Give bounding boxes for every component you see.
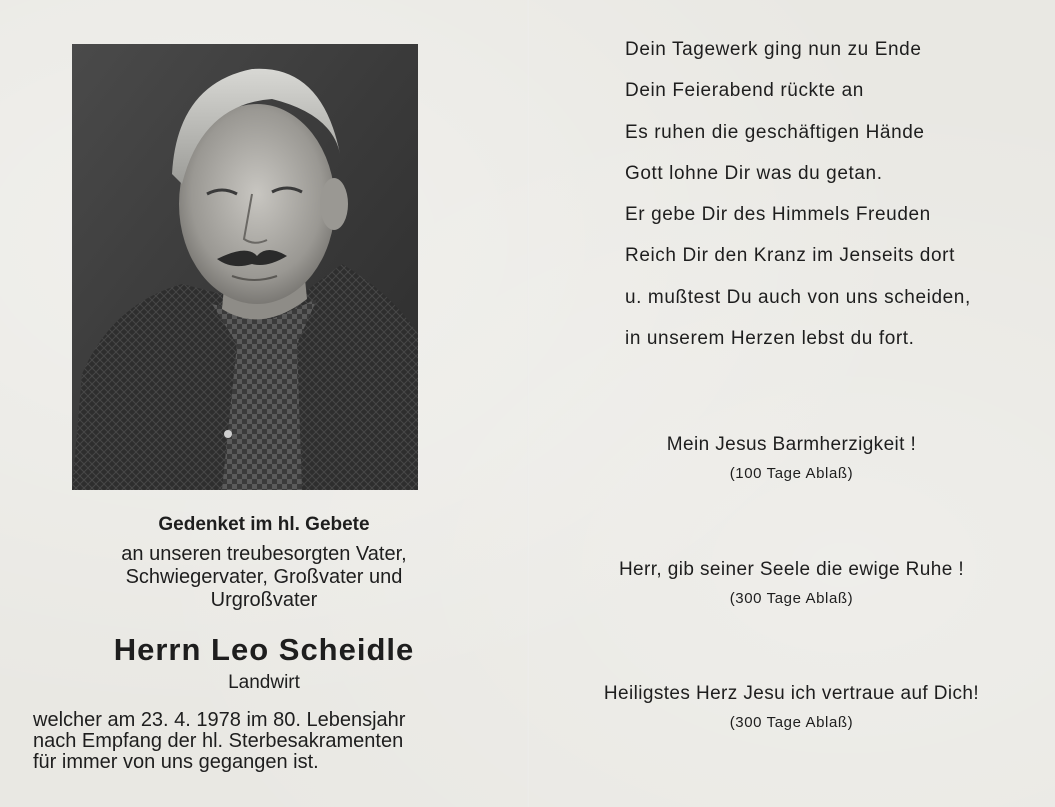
prayer-text: Heiligstes Herz Jesu ich vertraue auf Dich! xyxy=(603,683,980,704)
deceased-name: Herrn Leo Scheidle xyxy=(113,632,415,667)
poem-line: in unserem Herzen lebst du fort. xyxy=(625,328,915,350)
indulgence-note: (100 Tage Ablaß) xyxy=(729,465,854,482)
poem-line: Er gebe Dir des Himmels Freuden xyxy=(625,204,931,226)
poem-line: Dein Feierabend rückte an xyxy=(625,80,864,102)
deceased-occupation: Landwirt xyxy=(228,672,300,693)
death-notice-line: nach Empfang der hl. Sterbesakramenten xyxy=(33,730,404,752)
relationship-text xyxy=(0,543,528,612)
prayer-block xyxy=(528,559,1055,607)
prayer-text: Herr, gib seiner Seele die ewige Ruhe ! xyxy=(618,559,965,580)
indulgence-note: (300 Tage Ablaß) xyxy=(729,590,854,607)
poem-line: Es ruhen die geschäftigen Hände xyxy=(625,121,925,143)
relationship-line: Schwiegervater, Großvater und xyxy=(125,566,403,588)
death-notice xyxy=(33,710,513,773)
poem-line: Dein Tagewerk ging nun zu Ende xyxy=(625,39,922,60)
remembrance-heading: Gedenket im hl. Gebete xyxy=(158,514,370,535)
poem-line: Reich Dir den Kranz im Jenseits dort xyxy=(625,245,955,267)
indulgence-note: (300 Tage Ablaß) xyxy=(729,714,854,731)
portrait-photo xyxy=(72,44,418,490)
death-notice-line: für immer von uns gegangen ist. xyxy=(33,751,319,773)
memorial-poem xyxy=(625,35,971,365)
death-notice-line: welcher am 23. 4. 1978 im 80. Lebensjahr xyxy=(33,709,406,731)
relationship-line: an unseren treubesorgten Vater, xyxy=(121,543,407,565)
poem-line: Gott lohne Dir was du getan. xyxy=(625,162,883,184)
prayer-block xyxy=(528,683,1055,731)
relationship-line: Urgroßvater xyxy=(210,589,318,611)
prayer-block xyxy=(528,434,1055,482)
portrait-illustration xyxy=(72,44,418,490)
prayer-text: Mein Jesus Barmherzigkeit ! xyxy=(666,434,917,455)
poem-line: u. mußtest Du auch von uns scheiden, xyxy=(625,286,971,308)
